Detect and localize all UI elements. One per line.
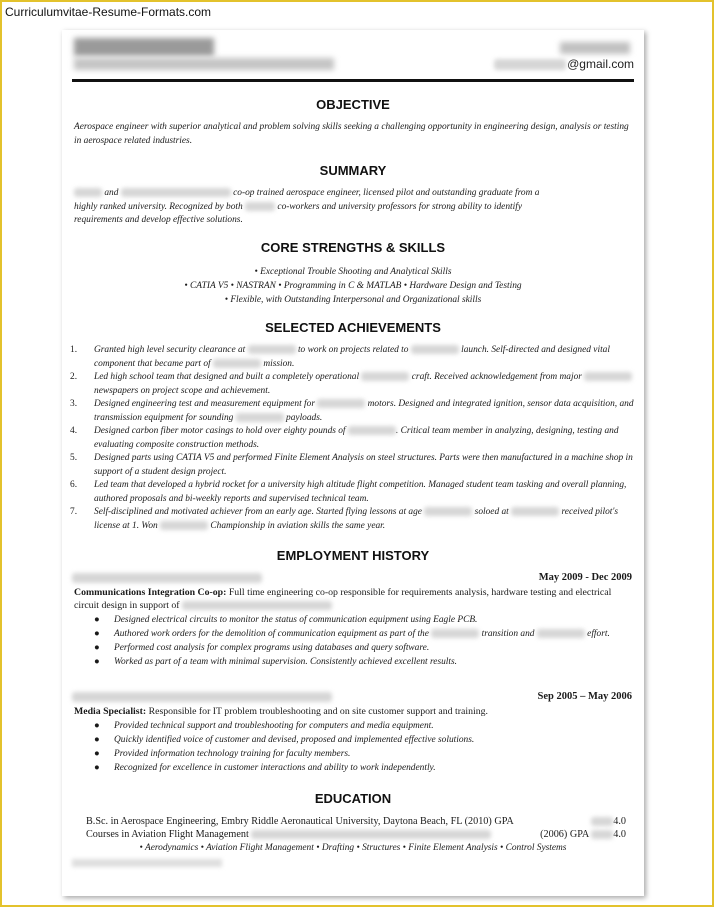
site-watermark: Curriculumvitae-Resume-Formats.com: [5, 5, 212, 19]
education-topics: • Aerodynamics • Aviation Flight Management • Drafting • Structures • Finite Element Analysis • Control Systems: [139, 843, 567, 853]
job-2-date: Sep 2005 – May 2006: [537, 691, 632, 702]
redacted-text: [537, 629, 585, 638]
list-item: ● Authored work orders for the demolition of communication equipment as part of the transition and effort.: [94, 629, 610, 639]
redacted-text: [245, 202, 275, 211]
redacted-employer: [72, 573, 262, 583]
summary-line-1: co-op trained aerospace engineer, licensed pilot and outstanding graduate from a: [233, 188, 540, 198]
job-1-description: Communications Integration Co-op: Full time engineering co-op responsible for requirements analysis, hardware testing and electrical circuit design in support of: [74, 587, 612, 611]
list-item: ● Performed cost analysis for complex programs using databases and query software.: [94, 643, 430, 653]
redacted-text: [348, 426, 396, 435]
job-1-title: Communications Integration Co-op:: [74, 587, 227, 598]
list-item: 2. Led high school team that designed and built a completely operational craft. Received acknowledgement from major newspapers on project scope and achievement.: [70, 371, 638, 398]
redacted-text: [182, 601, 332, 610]
resume-page: [62, 30, 644, 896]
redacted-text: [213, 359, 261, 368]
redacted-employer: [72, 692, 332, 702]
list-item: 5. Designed parts using CATIA V5 and performed Finite Element Analysis on steel structures. Parts were then manufactured in a machine shop in support of a student design project.: [70, 453, 633, 477]
summary-line-3: requirements and develop effective solutions.: [74, 215, 243, 225]
skill-line-2: • CATIA V5 • NASTRAN • Programming in C & MATLAB • Hardware Design and Testing: [184, 281, 522, 291]
list-item: ● Recognized for excellence in customer interactions and ability to work independently.: [94, 763, 436, 773]
summary-text: and co-op trained aerospace engineer, licensed pilot and outstanding graduate from a highly ranked university. Recognized by both co-workers and university professors for strong ability to identify requirements and develop effective solutions.: [74, 188, 540, 225]
redacted-footer: [72, 859, 222, 867]
summary-heading: SUMMARY: [319, 163, 387, 178]
skills-heading: CORE STRENGTHS & SKILLS: [260, 240, 446, 255]
degree-gpa: 4.0: [613, 816, 626, 827]
job-2-description: Media Specialist: Responsible for IT problem troubleshooting and on site customer support and training.: [74, 706, 488, 717]
degree-text: B.Sc. in Aerospace Engineering, Embry Riddle Aeronautical University, Daytona Beach, FL (2010) GPA: [86, 816, 514, 827]
job-1-date: May 2009 - Dec 2009: [538, 572, 632, 583]
redacted-text: [248, 345, 296, 354]
course-text: Courses in Aviation Flight Management: [86, 829, 249, 840]
job-1-bullets: [94, 613, 634, 669]
list-item: ● Designed electrical circuits to monitor the status of communication equipment using Eagle PCB.: [94, 615, 478, 625]
redacted-school: [251, 830, 491, 839]
degree-row: [86, 815, 626, 828]
list-item: ● Provided information technology training for faculty members.: [94, 749, 351, 759]
objective-heading: OBJECTIVE: [316, 97, 390, 112]
redacted-text: [424, 507, 472, 516]
redacted-text: [361, 372, 409, 381]
course-row: [86, 828, 626, 841]
list-item: 6. Led team that developed a hybrid rocket for a university high altitude flight competition. Managed student team tasking and overall planning, authored proposals and bi-weekly reports and supervised technical team.: [70, 480, 627, 504]
job-2-title: Media Specialist:: [74, 706, 147, 717]
job-2-bullets: [94, 719, 634, 775]
education-block: [86, 815, 626, 841]
summary-line-2b: co-workers and university professors for strong ability to identify: [277, 201, 523, 212]
email-line: [494, 57, 634, 71]
achievements-list: [70, 344, 638, 533]
achievements-heading: SELECTED ACHIEVEMENTS: [265, 320, 441, 335]
redacted-text: [74, 188, 102, 197]
redacted-phone: [560, 42, 630, 54]
redacted-text: [121, 188, 231, 197]
redacted-text: [317, 399, 365, 408]
course-year: (2006) GPA: [540, 829, 589, 840]
redacted-text: [511, 507, 559, 516]
redacted-gpa: [591, 817, 613, 826]
list-item: 7. Self-disciplined and motivated achiever from an early age. Started flying lessons at age soloed at received pilot's license at 1. Won Championship in aviation skills the same year.: [70, 507, 619, 531]
education-heading: EDUCATION: [314, 791, 392, 806]
course-gpa: 4.0: [613, 829, 626, 840]
redacted-text: [160, 521, 208, 530]
redacted-address: [74, 58, 334, 70]
email-domain: @gmail.com: [567, 57, 634, 71]
redacted-text: [584, 372, 632, 381]
redacted-text: [431, 629, 479, 638]
skill-line-1: • Exceptional Trouble Shooting and Analytical Skills: [254, 267, 452, 277]
redacted-email-user: [494, 59, 566, 70]
header-rule: [72, 79, 634, 82]
job-1-header: [72, 572, 632, 583]
summary-line-2: highly ranked university. Recognized by both: [74, 201, 243, 212]
redacted-text: [411, 345, 459, 354]
objective-text: Aerospace engineer with superior analytical and problem solving skills seeking a challenging opportunity in engineering design, analysis or testing in aerospace related industries.: [74, 122, 629, 146]
skill-line-3: • Flexible, with Outstanding Interpersonal and Organizational skills: [224, 295, 482, 305]
skills-list: [62, 265, 644, 307]
list-item: 1. Granted high level security clearance at to work on projects related to launch. Self-directed and designed vital component that became part of mission.: [70, 345, 610, 369]
list-item: 3. Designed engineering test and measurement equipment for motors. Designed and integrated ignition, sensor data acquisition, and transmission equipment for sounding payloads.: [70, 399, 634, 423]
list-item: 4. Designed carbon fiber motor casings to hold over eighty pounds of . Critical team member in analyzing, designing, testing and evaluating composite construction methods.: [70, 426, 619, 450]
list-item: ● Worked as part of a team with minimal supervision. Consistently achieved excellent results.: [94, 657, 458, 667]
redacted-name: [74, 38, 214, 56]
redacted-gpa: [591, 830, 613, 839]
list-item: ● Quickly identified voice of customer and devised, proposed and implemented effective solutions.: [94, 735, 475, 745]
list-item: ● Provided technical support and troubleshooting for computers and media equipment.: [94, 721, 434, 731]
job-2-header: [72, 691, 632, 702]
employment-heading: EMPLOYMENT HISTORY: [276, 548, 430, 563]
redacted-text: [236, 413, 284, 422]
